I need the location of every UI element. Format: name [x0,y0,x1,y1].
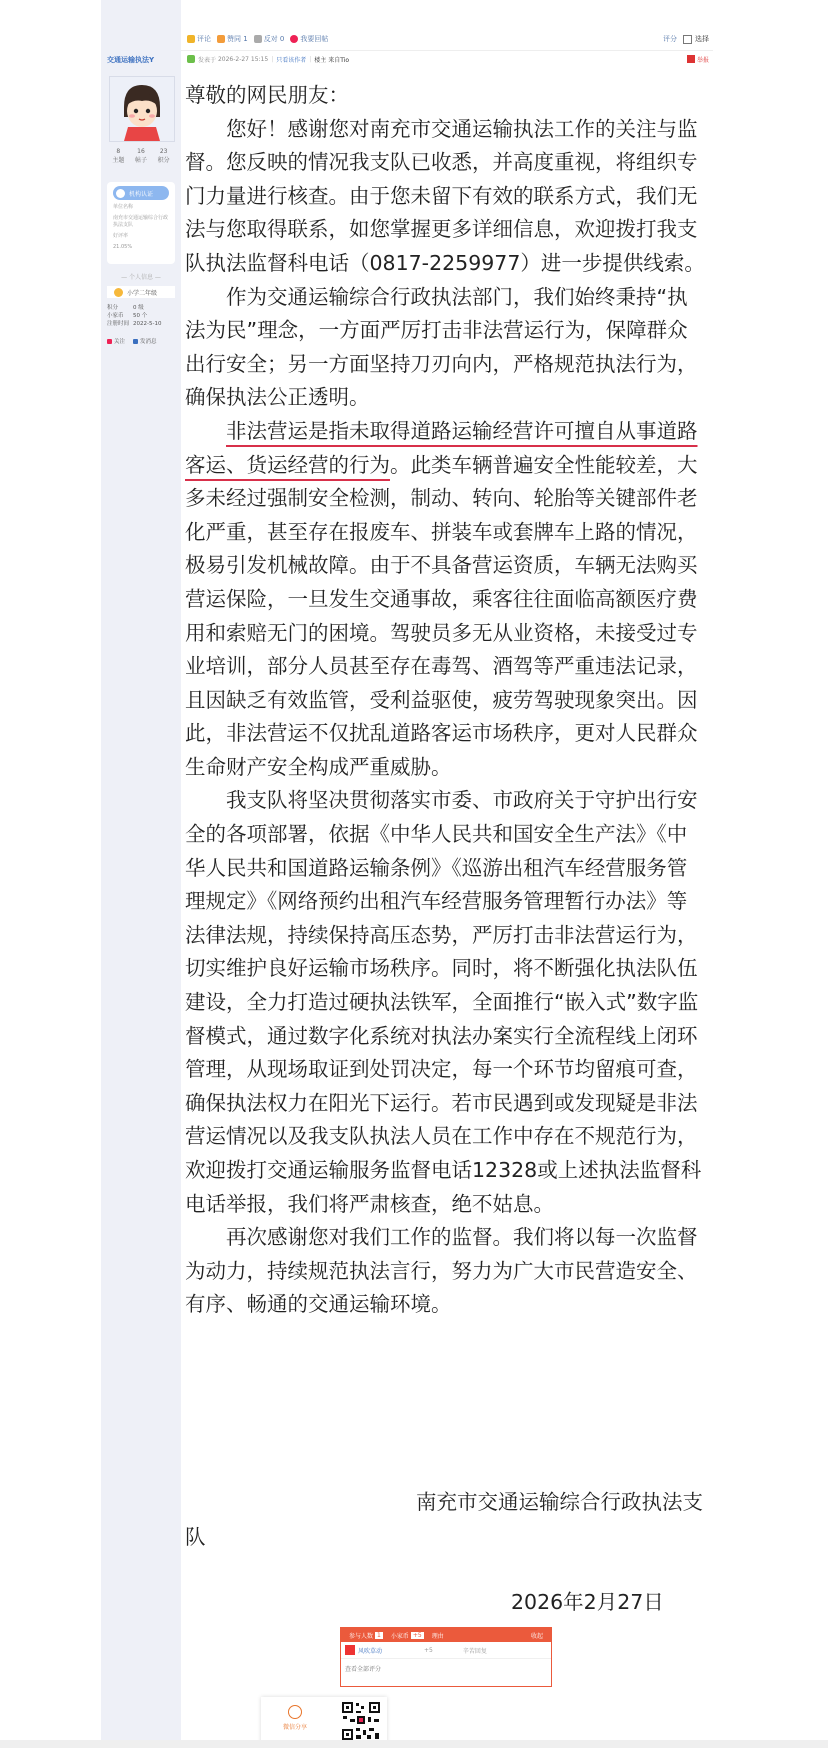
rater-name[interactable]: 风吹草动 [358,1647,383,1655]
reply-icon [290,35,298,43]
message-icon [133,339,138,344]
signature-line-2: 队 [185,1525,206,1549]
select-checkbox[interactable] [683,35,692,44]
user-stats [107,148,175,164]
thumbs-up-icon [217,35,225,43]
avatar-cartoon-icon [110,77,174,141]
user-sidebar [101,0,181,1748]
rating-box [340,1627,552,1687]
smile-icon [288,1705,302,1719]
avatar[interactable] [109,76,175,142]
letter-paragraph-3 [185,415,705,785]
follow-icon [107,339,112,344]
follow-button[interactable]: 关注 [107,337,125,345]
rating-value: +5 [424,1646,433,1654]
qr-code-icon [341,1701,381,1741]
rate-value: 21.05% [113,244,133,250]
username-link[interactable]: 交通运输执法Y [107,56,155,64]
page-footer-strip [0,1740,828,1748]
letter-paragraph-1: 您好！感谢您对南充市交通运输执法工作的关注与监督。您反映的情况我支队已收悉，并高度重视，将组织专门力量进行核查。由于您未留下有效的联系方式，我们无法与您取得联系，如您掌握更多详细信息，欢迎拨打我支队执法监督科电话（0817-2259977）进一步提供线索。 [185,116,705,275]
letter-paragraph-4: 我支队将坚决贯彻落实市委、市政府关于守护出行安全的各项部署，依据《中华人民共和国安全生产法》《中华人民共和国道路运输条例》《巡游出租汽车经营服务管理规定》《网络预约出租汽车经营服务管理暂行办法》等法律法规，持续保持高压态势，严厉打击非法营运行为，切实维护良好运输市场秩序。同时，将不断强化执法队伍建设，全力打造过硬执法铁军，全面推行“嵌入式”数字监督模式，通过数字化系统对执法办案实行全流程线上闭环管理，从现场取证到处罚决定，每一个环节均留痕可查，确保执法权力在阳光下运行。若市民遇到或发现疑是非法营运情况以及我支队执法人员在工作中存在不规范行为，欢迎拨打交通运输服务监督电话12328或上述执法监督科电话举报，我们将严肃核查，绝不姑息。 [185,788,702,1216]
online-icon [187,55,195,63]
support-button[interactable]: 赞同 1 [217,34,248,44]
thumbs-down-icon [254,35,262,43]
comment-icon [187,35,195,43]
reply-post-button[interactable]: 我要回帖 [290,34,328,44]
post-meta: 发表于 2026-2-27 15:15 | 只看该作者 | 楼主 来自Tio 举报 [181,52,713,66]
report-button[interactable]: 举报 [687,55,709,64]
rating-header: 参与人数 1 小家币 +5 理由 收起 [341,1628,551,1642]
letter-date: 2026年2月27日 [511,1590,664,1614]
verification-card [107,182,175,264]
coin-badge: +5 [412,1631,422,1639]
rate-button[interactable]: 评分 [663,35,677,43]
org-label: 单位名称 [113,204,134,210]
rater-avatar[interactable] [345,1645,355,1655]
rating-row [341,1642,551,1659]
source-label: 来自Tio [328,56,350,64]
stat-posts[interactable]: 16 帖子 [134,148,147,164]
highlighted-definition: 非法营运是指未取得道路运输经营许可擅自从事道路客运、货运经营的行为 [185,418,698,477]
post-toolbar [181,28,713,51]
stat-points[interactable]: 23 积分 [157,148,170,164]
rate-label: 好评率 [113,233,129,239]
level-badge: 小学二年级 [107,286,175,298]
verified-tag: 机构认证 [113,186,169,200]
user-meta: 积分 0 级 小家币 50 个 注册时间 2022-5-10 [107,305,162,327]
letter-paragraph-5: 再次感谢您对我们工作的监督。我们将以每一次监督为动力，持续规范执法言行，努力为广大市民营造安全、有序、畅通的交通运输环境。 [185,1225,698,1317]
letter-greeting: 尊敬的网民朋友： [185,83,349,107]
level-icon [114,288,123,297]
reply-button[interactable]: 评论 [187,34,211,44]
report-icon [687,55,695,63]
page-wrapper [101,0,713,1748]
section-divider: — 个人信息 — [121,274,161,281]
view-all-ratings-link[interactable]: 查看全部评分 [345,1666,382,1673]
only-author-link[interactable]: 只看该作者 [276,56,307,64]
stat-threads[interactable]: 8 主题 [112,148,125,164]
wechat-share-button[interactable]: 微信分享 [271,1705,319,1731]
floor-label: 楼主 [314,56,327,64]
verified-icon [116,189,125,198]
message-button[interactable]: 发消息 [133,337,157,345]
participants-badge: 1 [377,1631,381,1639]
post-main [181,0,713,1748]
collapse-button[interactable]: 收起 [530,1632,543,1640]
rating-reason: 辛苦回复 [462,1647,487,1655]
select-label: 选择 [695,35,709,43]
paragraph-3-rest: 。此类车辆普遍安全性能较差，大多未经过强制安全检测，制动、转向、轮胎等关键部件老化严重，甚至存在报废车、拼装车或套牌车上路的情况，极易引发机械故障。由于不具备营运资质，车辆无法购买营运保险，一旦发生交通事故，乘客往往面临高额医疗费用和索赔无门的困境。驾驶员多无从业资格，未接受过专业培训，部分人员甚至存在毒驾、酒驾等严重违法记录，且因缺乏有效监管，受利益驱使，疲劳驾驶现象突出。因此，非法营运不仅扰乱道路客运市场秩序，更对人民群众生命财产安全构成严重威胁。 [185,452,698,779]
org-name: 南充市交通运输综合行政执法支队 [113,215,169,228]
letter-paragraph-2: 作为交通运输综合行政执法部门，我们始终秉持“执法为民”理念，一方面严厉打击非法营运行为，保障群众出行安全；另一方面坚持刀刃向内，严格规范执法行为，确保执法公正透明。 [185,284,698,410]
user-actions [107,337,165,345]
reply-letter [185,79,705,1322]
signature-line-1: 南充市交通运输综合行政执法支 [416,1490,703,1514]
oppose-button[interactable]: 反对 0 [254,34,285,44]
